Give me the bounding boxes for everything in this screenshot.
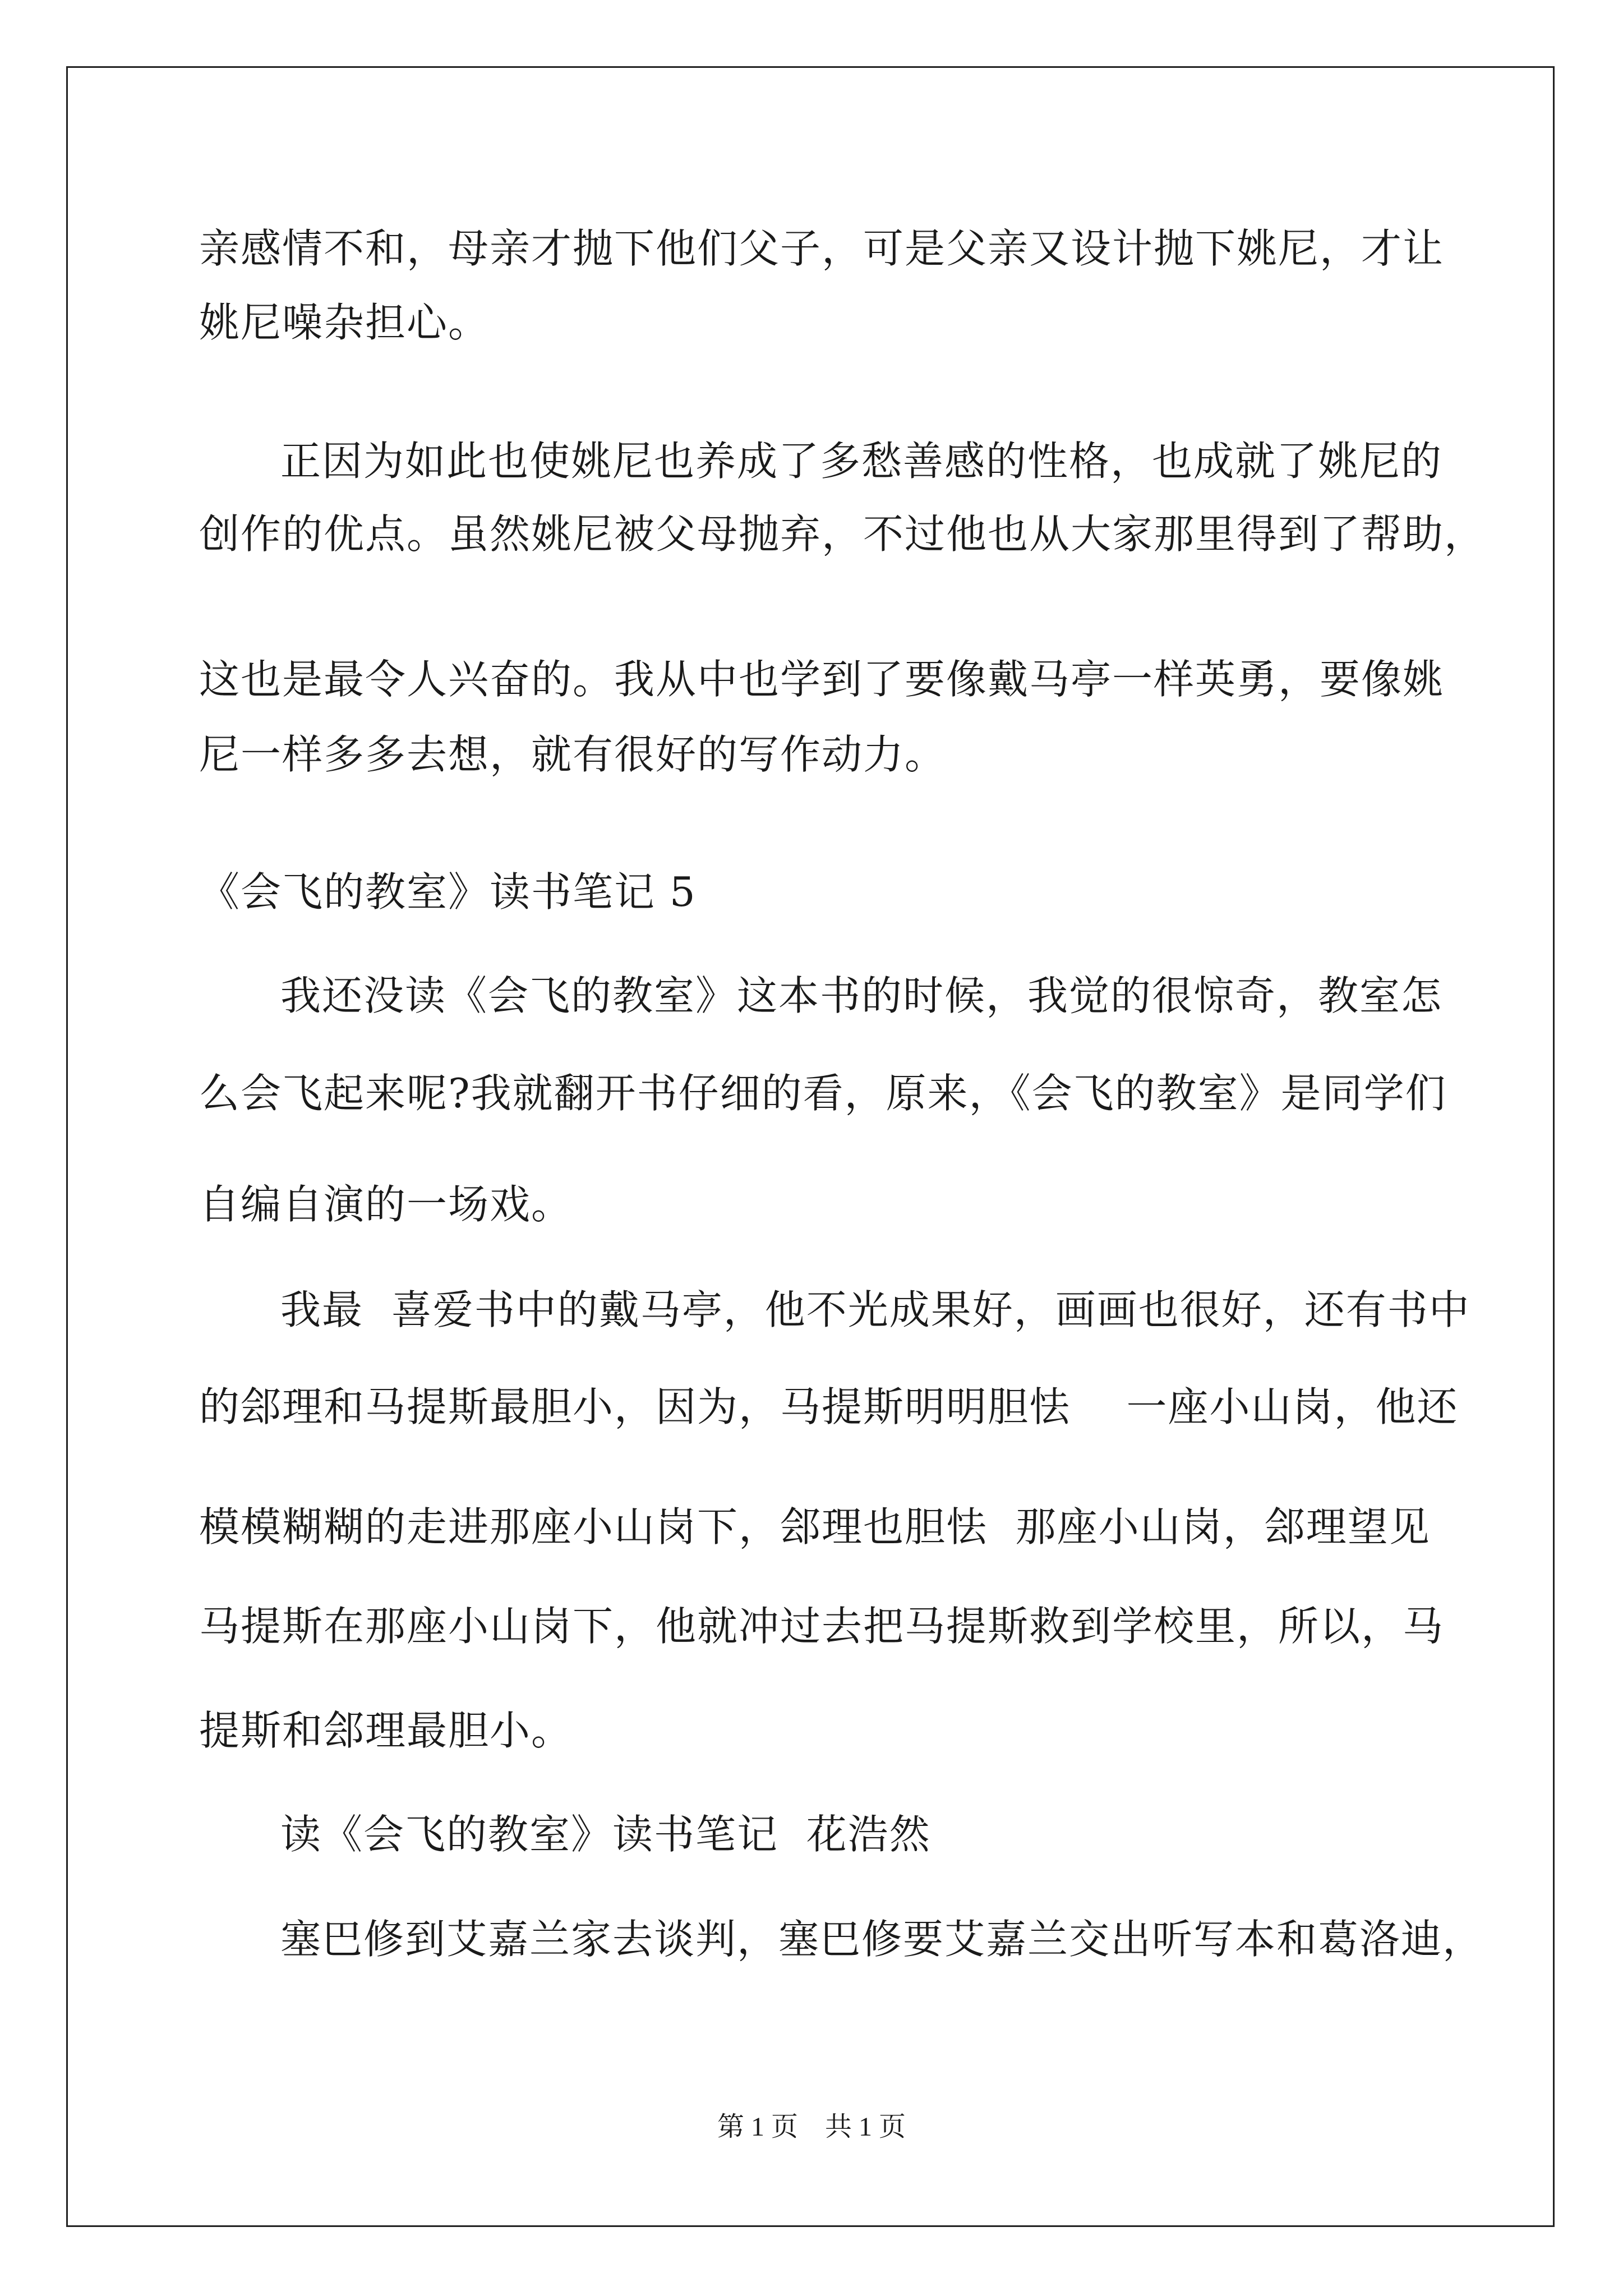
text-line: 我最 喜爱书中的戴马亭，他不光成果好，画画也很好，还有书中: [280, 1286, 1470, 1333]
section-heading: 《会飞的教室》读书笔记 5: [199, 868, 697, 915]
text-line: 么会飞起来呢?我就翻开书仔细的看，原来，《会飞的教室》是同学们: [199, 1070, 1447, 1117]
text-line: 模模糊糊的走进那座小山岗下，郐理也胆怯 那座小山岗，郐理望见: [199, 1503, 1431, 1550]
text-line: 提斯和郐理最胆小。: [199, 1707, 573, 1754]
text-line: 塞巴修到艾嘉兰家去谈判，塞巴修要艾嘉兰交出听写本和葛洛迪，: [280, 1916, 1484, 1963]
text-line: 我还没读《会飞的教室》这本书的时候，我觉的很惊奇，教室怎: [280, 972, 1443, 1019]
text-line: 尼一样多多去想，就有很好的写作动力。: [199, 731, 947, 778]
text-line: 的郐理和马提斯最胆小，因为，马提斯明明胆怯 一座小山岗，他还: [199, 1383, 1459, 1430]
text-line: 亲感情不和，母亲才抛下他们父子，可是父亲又设计抛下姚尼，才让: [199, 225, 1445, 272]
page-footer: 第 1 页 共 1 页: [717, 2112, 906, 2142]
text-line: 创作的优点。虽然姚尼被父母抛弃，不过他也从大家那里得到了帮助，: [199, 510, 1486, 558]
text-line: 马提斯在那座小山岗下，他就冲过去把马提斯救到学校里，所以，马: [199, 1603, 1445, 1650]
page-border: [66, 66, 1555, 2227]
text-line: 正因为如此也使姚尼也养成了多愁善感的性格，也成就了姚尼的: [280, 438, 1443, 485]
text-line: 这也是最令人兴奋的。我从中也学到了要像戴马亭一样英勇，要像姚: [199, 656, 1445, 703]
text-line: 读《会飞的教室》读书笔记 花浩然: [280, 1811, 931, 1858]
text-line: 姚尼噪杂担心。: [199, 299, 490, 346]
text-line: 自编自演的一场戏。: [199, 1181, 573, 1228]
